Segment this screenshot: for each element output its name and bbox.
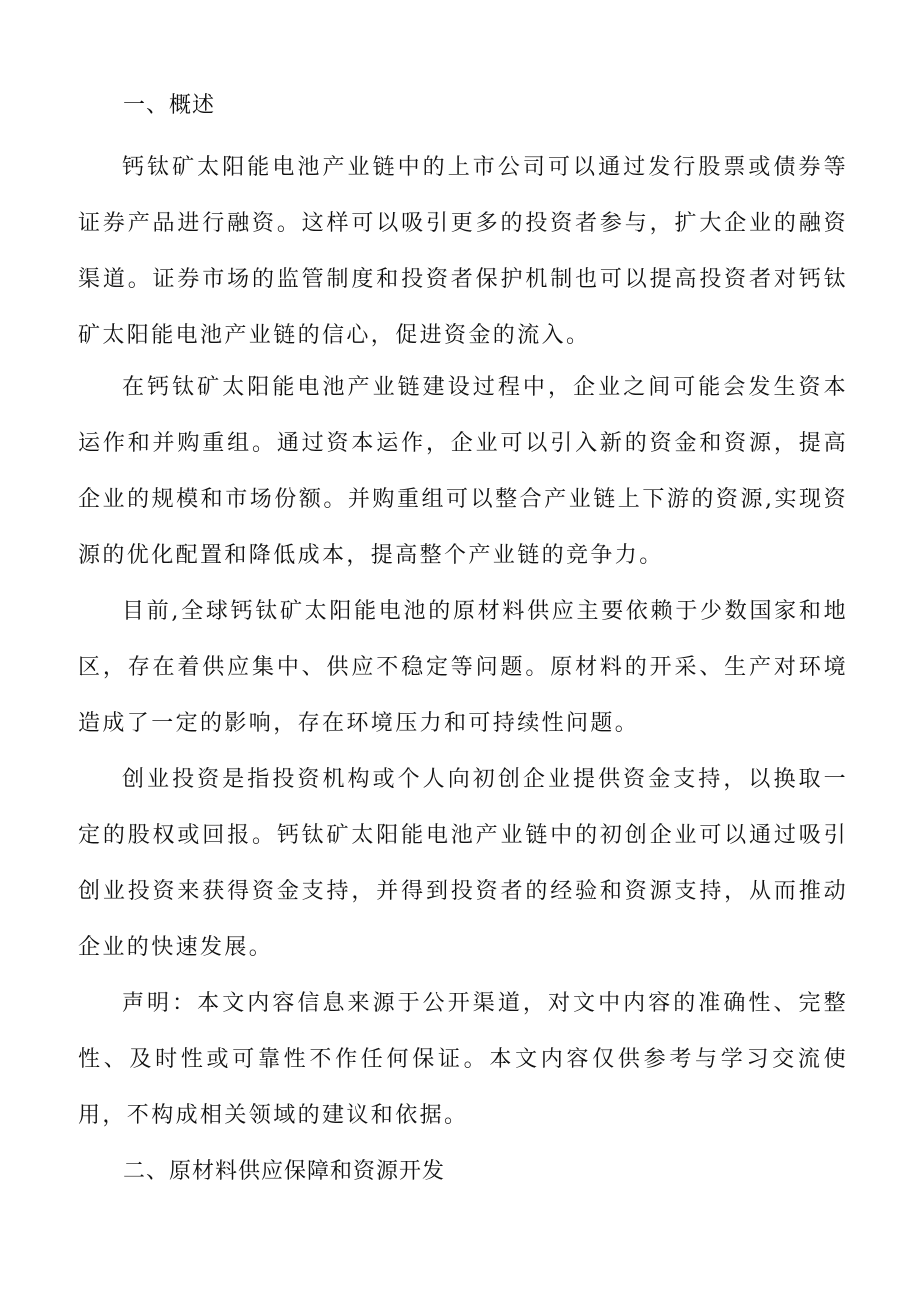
paragraph-venture-capital: 创业投资是指投资机构或个人向初创企业提供资金支持，以换取一定的股权或回报。钙钛矿太阳能电池产业链中的初创企业可以通过吸引创业投资来获得资金支持，并得到投资者的经验和资源支持，从而推动企业的快速发展。 [78, 767, 848, 960]
paragraph-disclaimer: 声明：本文内容信息来源于公开渠道，对文中内容的准确性、完整性、及时性或可靠性不作任何保证。本文内容仅供参考与学习交流使用，不构成相关领域的建议和依据。 [78, 991, 848, 1128]
section-heading-overview: 一、概述 [123, 93, 216, 118]
paragraph-raw-material-supply: 目前,全球钙钛矿太阳能电池的原材料供应主要依赖于少数国家和地区，存在着供应集中、供应不稳定等问题。原材料的开采、生产对环境造成了一定的影响，存在环境压力和可持续性问题。 [78, 599, 848, 736]
paragraph-securities-financing: 钙钛矿太阳能电池产业链中的上市公司可以通过发行股票或债券等证券产品进行融资。这样可以吸引更多的投资者参与，扩大企业的融资渠道。证券市场的监管制度和投资者保护机制也可以提高投资者对钙钛矿太阳能电池产业链的信心，促进资金的流入。 [78, 155, 848, 348]
section-heading-raw-materials: 二、原材料供应保障和资源开发 [123, 1159, 446, 1184]
paragraph-capital-operation: 在钙钛矿太阳能电池产业链建设过程中，企业之间可能会发生资本运作和并购重组。通过资本运作，企业可以引入新的资金和资源，提高企业的规模和市场份额。并购重组可以整合产业链上下游的资源,实现资源的优化配置和降低成本，提高整个产业链的竞争力。 [78, 375, 848, 568]
